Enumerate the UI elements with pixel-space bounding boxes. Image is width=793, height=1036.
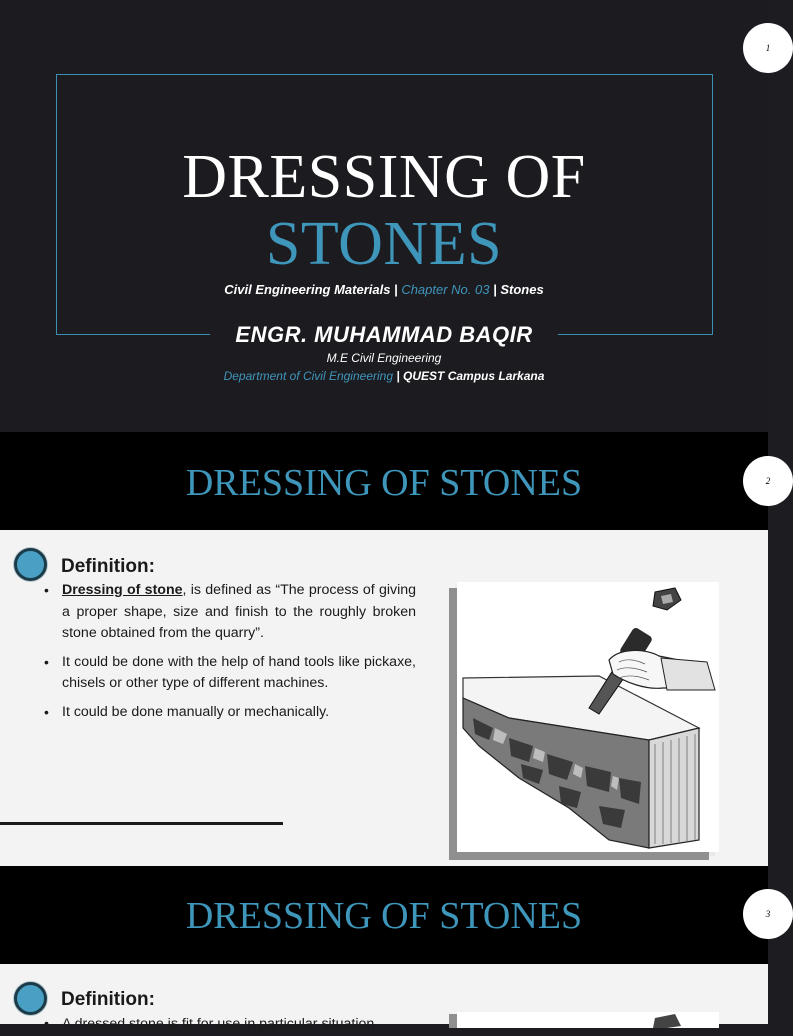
subtitle-topic: Stones (500, 282, 544, 297)
list-item (44, 580, 416, 645)
dept-sep: | (393, 369, 404, 383)
page-number-badge (743, 23, 793, 73)
term-dressing-of-stone[interactable]: Dressing of stone (62, 582, 183, 598)
bullet-dot: • (44, 1016, 49, 1032)
campus-name: QUEST Campus Larkana (403, 369, 545, 383)
stone-dressing-illustration (449, 1008, 721, 1028)
slide-2-header-title: DRESSING OF STONES (185, 462, 583, 504)
list-item: • It could be done manually or mechanically. (44, 702, 416, 724)
author-department (0, 369, 768, 383)
subtitle (0, 282, 768, 297)
list-item (44, 1014, 416, 1036)
circle-bullet-icon (14, 548, 47, 581)
department-name: Department of Civil Engineering (223, 369, 393, 383)
circle-bullet-icon (14, 982, 47, 1015)
definition-list (44, 580, 416, 730)
definition-text: , is defined as “The process of giving a proper shape, size and finish to the roughly broken stone obtained from the quarry”. (62, 582, 417, 641)
definition-label: Definition: (61, 556, 155, 577)
author-degree: M.E Civil Engineering (326, 351, 442, 365)
bullet-text: A dressed stone is fit for use in particular situation (62, 1016, 375, 1032)
page-number-badge (743, 456, 793, 506)
slide-3-header-title: DRESSING OF STONES (185, 895, 583, 937)
title-line-2: STONES (265, 210, 503, 278)
subtitle-sep-2: | (489, 282, 501, 297)
author-name: ENGR. MUHAMMAD BAQIR (235, 322, 533, 347)
page-number: 1 (765, 43, 771, 53)
page-number: 2 (765, 476, 771, 486)
subtitle-course: Civil Engineering Materials (224, 282, 391, 297)
subtitle-sep-1: | (390, 282, 402, 297)
title-line-1: DRESSING OF (182, 143, 586, 211)
definition-label: Definition: (61, 989, 155, 1010)
page-number-badge (743, 889, 793, 939)
stone-dressing-illustration (449, 578, 721, 860)
subtitle-chapter: Chapter No. 03 (401, 282, 490, 297)
slide-3-content (0, 964, 768, 1032)
divider-rule (0, 822, 283, 825)
list-item: • It could be done with the help of hand tools like pickaxe, chisels or other type of different machines. (44, 652, 416, 695)
page-number: 3 (765, 909, 771, 919)
